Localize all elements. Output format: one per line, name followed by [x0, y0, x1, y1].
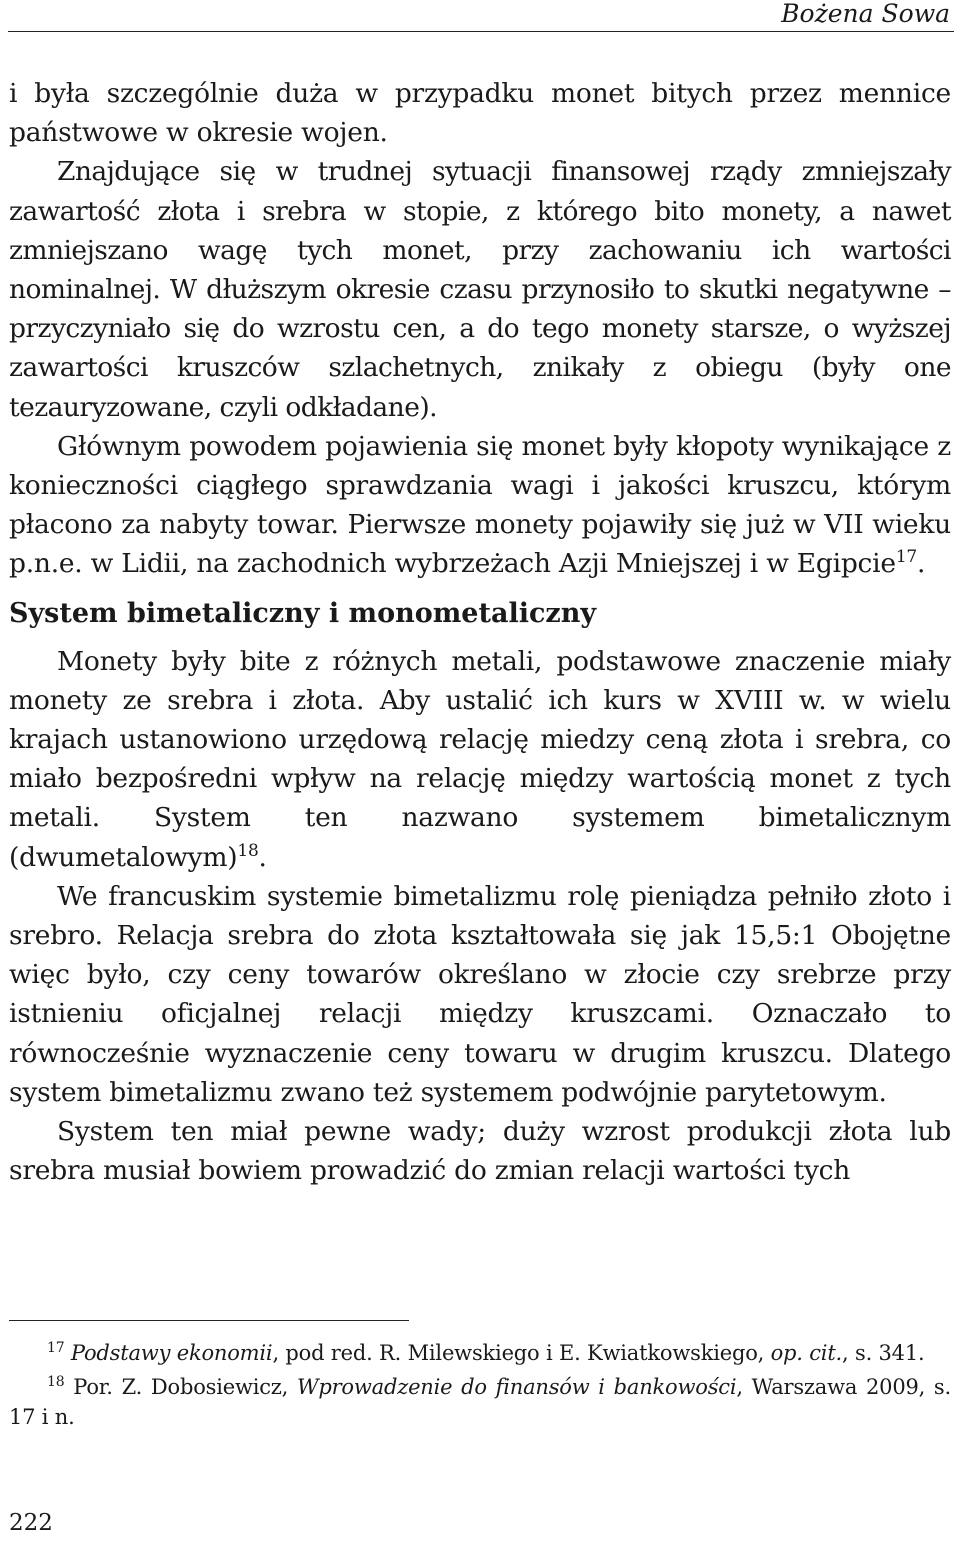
section-heading: System bimetaliczny i monometaliczny [9, 597, 597, 629]
footnote-17 [9, 1338, 951, 1368]
running-header-author: Bożena Sowa [781, 0, 950, 28]
paragraph-text: Znajdujące się w trudnej sytuacji finansowej rządy zmniejszały zawartość złota i srebra w stopie, z którego bito monety, a nawet zmniejszano wagę tych monet, przy zachowaniu ich wartości nominalnej. W dłuższym okresie czasu przynosiło to skutki negatywne – przyczyniało się do wzrostu cen, a do tego monety starsze, o wyższej zawartości kruszców szlachetnych, znikały z obiegu (były one tezauryzowane, czyli odkładane). [9, 156, 951, 423]
footnote-number: 18 [47, 1374, 65, 1390]
page-number: 222 [9, 1510, 53, 1536]
footnote-text: , s. 341. [842, 1341, 925, 1365]
footnotes [9, 1338, 951, 1436]
footnote-title: Wprowadzenie do finansów i bankowości [296, 1375, 737, 1399]
header-rule [8, 31, 954, 32]
footnote-number: 17 [47, 1340, 65, 1356]
footnote-text: , Warszawa 2009, s. 17 i n. [9, 1375, 951, 1429]
paragraph-text: Monety były bite z różnych metali, podstawowe znaczenie miały monety ze srebra i złota. Aby ustalić ich kurs w XVIII w. w wielu krajach ustanowiono urzędową relację miedzy ceną złota i srebra, co miało bezpośredni wpływ na relację między wartością monet z tych metali. System ten nazwano systemem bimetalicznym (dwumetalowym) [9, 645, 951, 873]
paragraph-system-flaws [9, 1112, 951, 1190]
footnote-ref-17[interactable]: 17 [895, 547, 917, 568]
footnote-18 [9, 1372, 951, 1432]
paragraph-continuation [9, 74, 951, 152]
paragraph-end: . [258, 841, 267, 873]
paragraph-text: We francuskim systemie bimetalizmu rolę pieniądza pełniło złoto i srebro. Relacja srebra do złota kształtowała się jak 15,5:1 Obojętne więc było, czy ceny towarów określano w złocie czy srebrze przy istnieniu oficjalnej relacji między kruszcami. Oznaczało to równocześnie wyznaczenie ceny towaru w drugim kruszcu. Dlatego system bimetalizmu zwano też systemem podwójnie parytetowym. [9, 880, 951, 1108]
footnote-text: , pod red. R. Milewskiego i E. Kwiatkowskiego, [272, 1341, 771, 1365]
footnote-ref-18[interactable]: 18 [237, 840, 259, 861]
page-body [9, 74, 951, 1190]
paragraph-text: System ten miał pewne wady; duży wzrost produkcji złota lub srebra musiał bowiem prowadzić do zmian relacji wartości tych [9, 1116, 951, 1187]
footnote-text: Por. Z. Dobosiewicz, [73, 1375, 297, 1399]
footnote-op-cit: op. cit. [770, 1341, 843, 1365]
footnote-separator [9, 1320, 409, 1321]
paragraph-text: Głównym powodem pojawienia się monet były kłopoty wynikające z konieczności ciągłego sprawdzania wagi i jakości kruszcu, którym płacono za nabyty towar. Pierwsze monety pojawiły się już w VII wieku p.n.e. w Lidii, na zachodnich wybrzeżach Azji Mniejszej i w Egipcie [9, 430, 951, 580]
paragraph-text: i była szczególnie duża w przypadku monet bitych przez mennice państwowe w okresie wojen. [9, 78, 951, 149]
paragraph-end: . [916, 548, 926, 580]
footnote-title: Podstawy ekonomii [70, 1341, 273, 1365]
paragraph-french-system [9, 877, 951, 1112]
paragraph-bimetallic-intro [9, 642, 951, 877]
paragraph-origin-of-coins [9, 427, 951, 584]
paragraph-debasement [9, 152, 951, 426]
